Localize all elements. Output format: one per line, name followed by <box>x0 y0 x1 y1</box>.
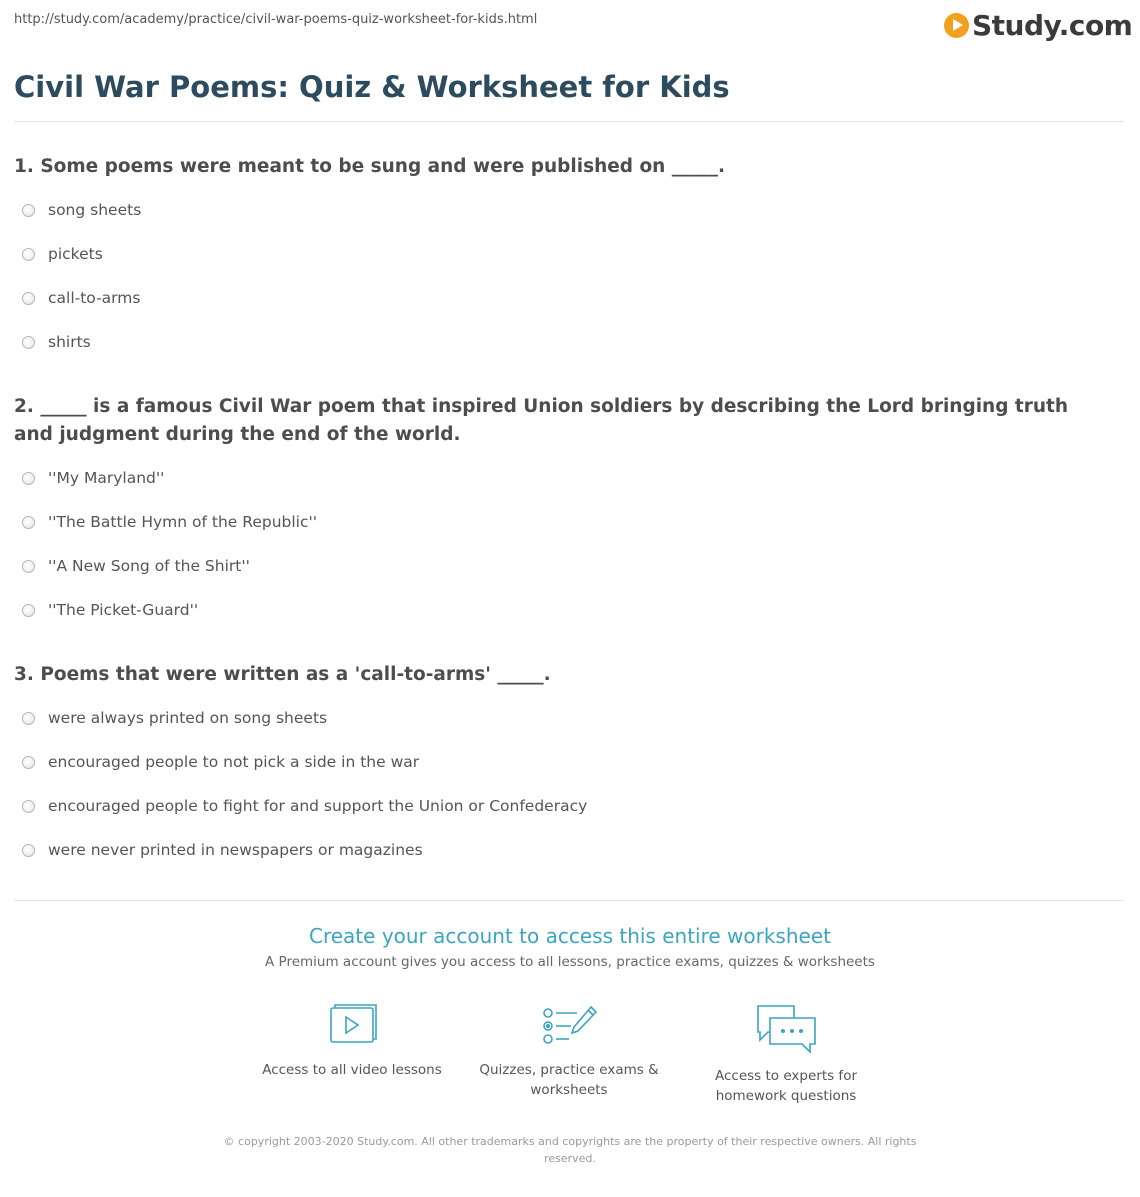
feature-quizzes <box>469 1004 669 1100</box>
question-2-option-1[interactable] <box>22 467 164 489</box>
radio-button[interactable] <box>22 712 35 725</box>
radio-button[interactable] <box>22 800 35 813</box>
option-label: song sheets <box>48 201 142 219</box>
feature-label: Access to all video lessons <box>262 1062 442 1078</box>
page-url: http://study.com/academy/practice/civil-war-poems-quiz-worksheet-for-kids.html <box>14 12 538 27</box>
copyright-text: © copyright 2003-2020 Study.com. All other trademarks and copyrights are the property of their respective owners. All rights reserved. <box>223 1135 917 1165</box>
question-3-option-2[interactable] <box>22 751 419 773</box>
question-1-option-3[interactable] <box>22 287 140 309</box>
question-3-text: 3. Poems that were written as a 'call-to-arms' _____. <box>14 664 551 685</box>
question-2-option-2[interactable] <box>22 511 317 533</box>
option-label: ''My Maryland'' <box>48 469 165 487</box>
radio-button[interactable] <box>22 292 35 305</box>
divider <box>14 121 1124 122</box>
question-1-option-2[interactable] <box>22 243 103 265</box>
question-2-option-4[interactable] <box>22 599 198 621</box>
question-3-option-3[interactable] <box>22 795 587 817</box>
copyright-footer <box>0 1133 1140 1167</box>
play-logo-icon <box>944 13 969 38</box>
radio-button[interactable] <box>22 756 35 769</box>
option-label: call-to-arms <box>48 289 141 307</box>
option-label: ''The Picket-Guard'' <box>48 601 199 619</box>
question-3-option-4[interactable] <box>22 839 423 861</box>
quiz-checklist-icon <box>541 1004 597 1048</box>
feature-video-lessons <box>252 1004 452 1080</box>
option-label: shirts <box>48 333 91 351</box>
cta-title[interactable]: Create your account to access this entire worksheet <box>309 924 831 948</box>
logo-text: Study.com <box>972 8 1133 42</box>
radio-button[interactable] <box>22 204 35 217</box>
option-label: ''A New Song of the Shirt'' <box>48 557 250 575</box>
page-title: Civil War Poems: Quiz & Worksheet for Kids <box>14 70 730 104</box>
feature-experts <box>686 1004 886 1106</box>
question-3-option-1[interactable] <box>22 707 327 729</box>
divider <box>14 900 1124 901</box>
radio-button[interactable] <box>22 336 35 349</box>
question-2-option-3[interactable] <box>22 555 250 577</box>
radio-button[interactable] <box>22 472 35 485</box>
radio-button[interactable] <box>22 248 35 261</box>
feature-label: Access to experts for homework questions <box>714 1068 857 1104</box>
radio-button[interactable] <box>22 604 35 617</box>
chat-bubbles-icon <box>754 1004 818 1054</box>
option-label: were never printed in newspapers or magazines <box>48 841 423 859</box>
video-lessons-icon <box>326 1004 378 1048</box>
option-label: encouraged people to not pick a side in the war <box>48 753 420 771</box>
option-label: were always printed on song sheets <box>48 709 328 727</box>
option-label: encouraged people to fight for and support the Union or Confederacy <box>48 797 588 815</box>
radio-button[interactable] <box>22 560 35 573</box>
radio-button[interactable] <box>22 844 35 857</box>
question-1-option-1[interactable] <box>22 199 141 221</box>
feature-label: Quizzes, practice exams & worksheets <box>479 1062 659 1098</box>
option-label: pickets <box>48 245 103 263</box>
radio-button[interactable] <box>22 516 35 529</box>
study-logo[interactable] <box>944 7 1132 43</box>
question-1-text: 1. Some poems were meant to be sung and were published on _____. <box>14 156 726 177</box>
option-label: ''The Battle Hymn of the Republic'' <box>48 513 318 531</box>
cta-subtitle: A Premium account gives you access to all lessons, practice exams, quizzes & worksheets <box>265 954 875 970</box>
question-2-text: 2. _____ is a famous Civil War poem that inspired Union soldiers by describing the Lord bringing truth and judgment during the end of the world. <box>14 396 1069 445</box>
question-1-option-4[interactable] <box>22 331 91 353</box>
